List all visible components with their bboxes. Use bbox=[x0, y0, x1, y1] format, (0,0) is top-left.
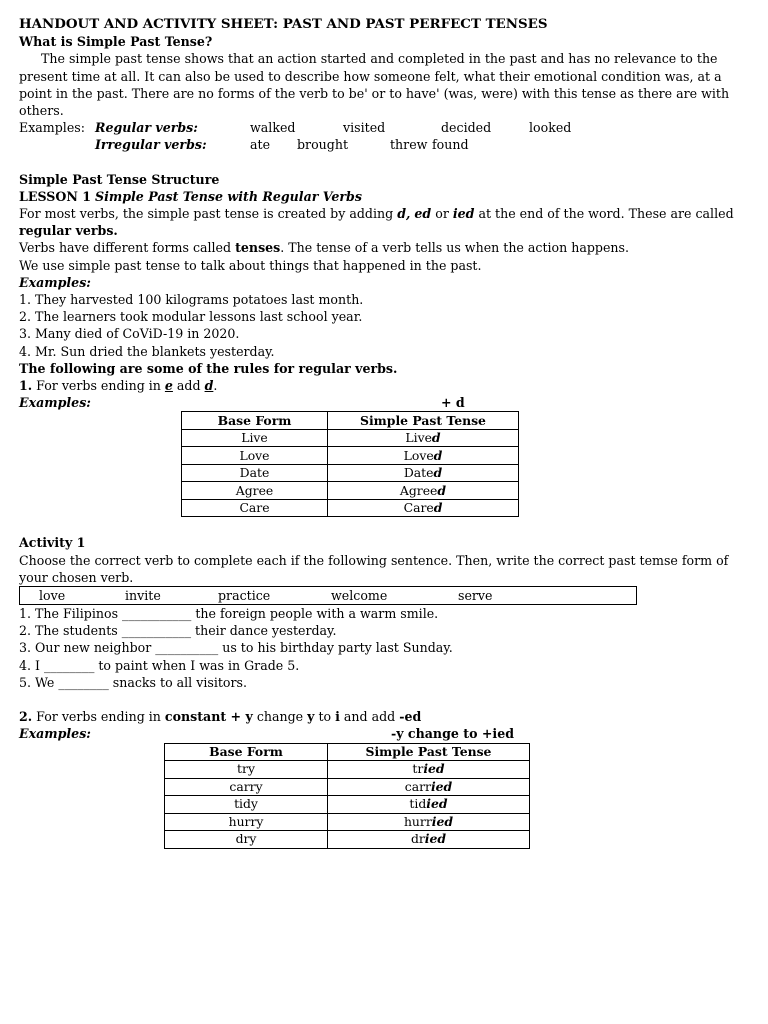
irregular-verb-word: brought bbox=[297, 137, 349, 153]
structure-examples-label: Examples: bbox=[19, 274, 91, 290]
regular-verb-word: visited bbox=[343, 120, 386, 136]
page-title: HANDOUT AND ACTIVITY SHEET: PAST AND PAST PERFECT TENSES bbox=[19, 16, 548, 32]
lesson-heading: LESSON 1 Simple Past Tense with Regular Verbs bbox=[19, 188, 362, 204]
table-row: Care Cared bbox=[182, 499, 519, 517]
table-row: dry dried bbox=[165, 831, 530, 849]
column-header: Base Form bbox=[165, 743, 328, 761]
rules-heading: The following are some of the rules for regular verbs. bbox=[19, 360, 398, 376]
table-row: carry carried bbox=[165, 778, 530, 796]
structure-example: 2. The learners took modular lessons last school year. bbox=[19, 309, 363, 325]
activity1-instructions: Choose the correct verb to complete each if the following sentence. Then, write the correct past temse form of your chosen verb. bbox=[19, 552, 729, 585]
regular-verb-word: looked bbox=[529, 120, 572, 136]
column-header: Simple Past Tense bbox=[328, 743, 530, 761]
activity1-heading: Activity 1 bbox=[19, 535, 86, 551]
irregular-verbs-label: Irregular verbs: bbox=[95, 137, 207, 153]
regular-verbs-label: Regular verbs: bbox=[95, 120, 198, 136]
rule1-table bbox=[181, 411, 519, 517]
irregular-verb-word: ate bbox=[250, 137, 271, 153]
rule1-note: + d bbox=[441, 395, 465, 411]
regular-verb-word: walked bbox=[250, 120, 296, 136]
structure-example: 3. Many died of CoViD-19 in 2020. bbox=[19, 326, 240, 342]
column-header: Base Form bbox=[182, 412, 328, 430]
structure-example: 4. Mr. Sun dried the blankets yesterday. bbox=[19, 343, 275, 359]
verb-choice: welcome bbox=[331, 588, 388, 604]
handout-page bbox=[19, 16, 749, 849]
verb-choice: invite bbox=[125, 588, 161, 604]
rule2-note: -y change to +ied bbox=[391, 726, 515, 742]
intro-paragraph: The simple past tense shows that an action started and completed in the past and has no relevance to the present time at all. It can also be used to describe how someone felt, what their emotional condition was, at a point in the past. There are no forms of the verb to be' or to have' (was, were) with this tense as there are with others. bbox=[19, 51, 730, 119]
verb-choice: serve bbox=[458, 588, 493, 604]
intro-heading: What is Simple Past Tense? bbox=[19, 34, 213, 50]
structure-heading: Simple Past Tense Structure bbox=[19, 171, 220, 187]
table-header-row bbox=[182, 412, 519, 430]
rule1-text: 1. For verbs ending in e add d. bbox=[19, 378, 218, 394]
table-row: tidy tidied bbox=[165, 796, 530, 814]
regular-verb-word: decided bbox=[441, 120, 492, 136]
table-row: Love Loved bbox=[182, 447, 519, 465]
activity-item: 1. The Filipinos ___________ the foreign people with a warm smile. bbox=[19, 606, 439, 622]
verb-choice: practice bbox=[218, 588, 271, 604]
irregular-examples-row bbox=[19, 136, 749, 153]
structure-paragraph-3: We use simple past tense to talk about things that happened in the past. bbox=[19, 257, 482, 273]
table-row: try tried bbox=[165, 761, 530, 779]
structure-example: 1. They harvested 100 kilograms potatoes last month. bbox=[19, 292, 364, 308]
structure-paragraph-2: Verbs have different forms called tenses. The tense of a verb tells us when the action happens. bbox=[19, 240, 630, 256]
column-header: Simple Past Tense bbox=[328, 412, 519, 430]
table-row: Date Dated bbox=[182, 464, 519, 482]
rule2-text: 2. For verbs ending in constant + y change y to i and add -ed bbox=[19, 709, 422, 725]
table-row: Agree Agreed bbox=[182, 482, 519, 500]
rule2-examples-row: Examples: -y change to +ied bbox=[19, 726, 515, 742]
activity-item: 4. I ________ to paint when I was in Grade 5. bbox=[19, 657, 300, 673]
regular-examples-row bbox=[19, 119, 749, 136]
irregular-verb-word: found bbox=[432, 137, 469, 153]
structure-paragraph-1: For most verbs, the simple past tense is created by adding d, ed or ied at the end of the word. These are called regular verbs. bbox=[19, 206, 734, 239]
table-row: hurry hurried bbox=[165, 813, 530, 831]
activity-item: 2. The students ___________ their dance yesterday. bbox=[19, 623, 337, 639]
verb-choice-box bbox=[19, 586, 637, 605]
table-header-row bbox=[165, 743, 530, 761]
irregular-verb-word: threw bbox=[390, 137, 428, 153]
rule1-examples-row: Examples: + d bbox=[19, 395, 465, 411]
activity-item: 5. We ________ snacks to all visitors. bbox=[19, 674, 247, 690]
activity-item: 3. Our new neighbor __________ us to his birthday party last Sunday. bbox=[19, 640, 453, 656]
examples-label: Examples: bbox=[19, 120, 85, 136]
table-row: Live Lived bbox=[182, 429, 519, 447]
verb-choice: love bbox=[39, 588, 66, 604]
rule2-table bbox=[164, 743, 530, 849]
